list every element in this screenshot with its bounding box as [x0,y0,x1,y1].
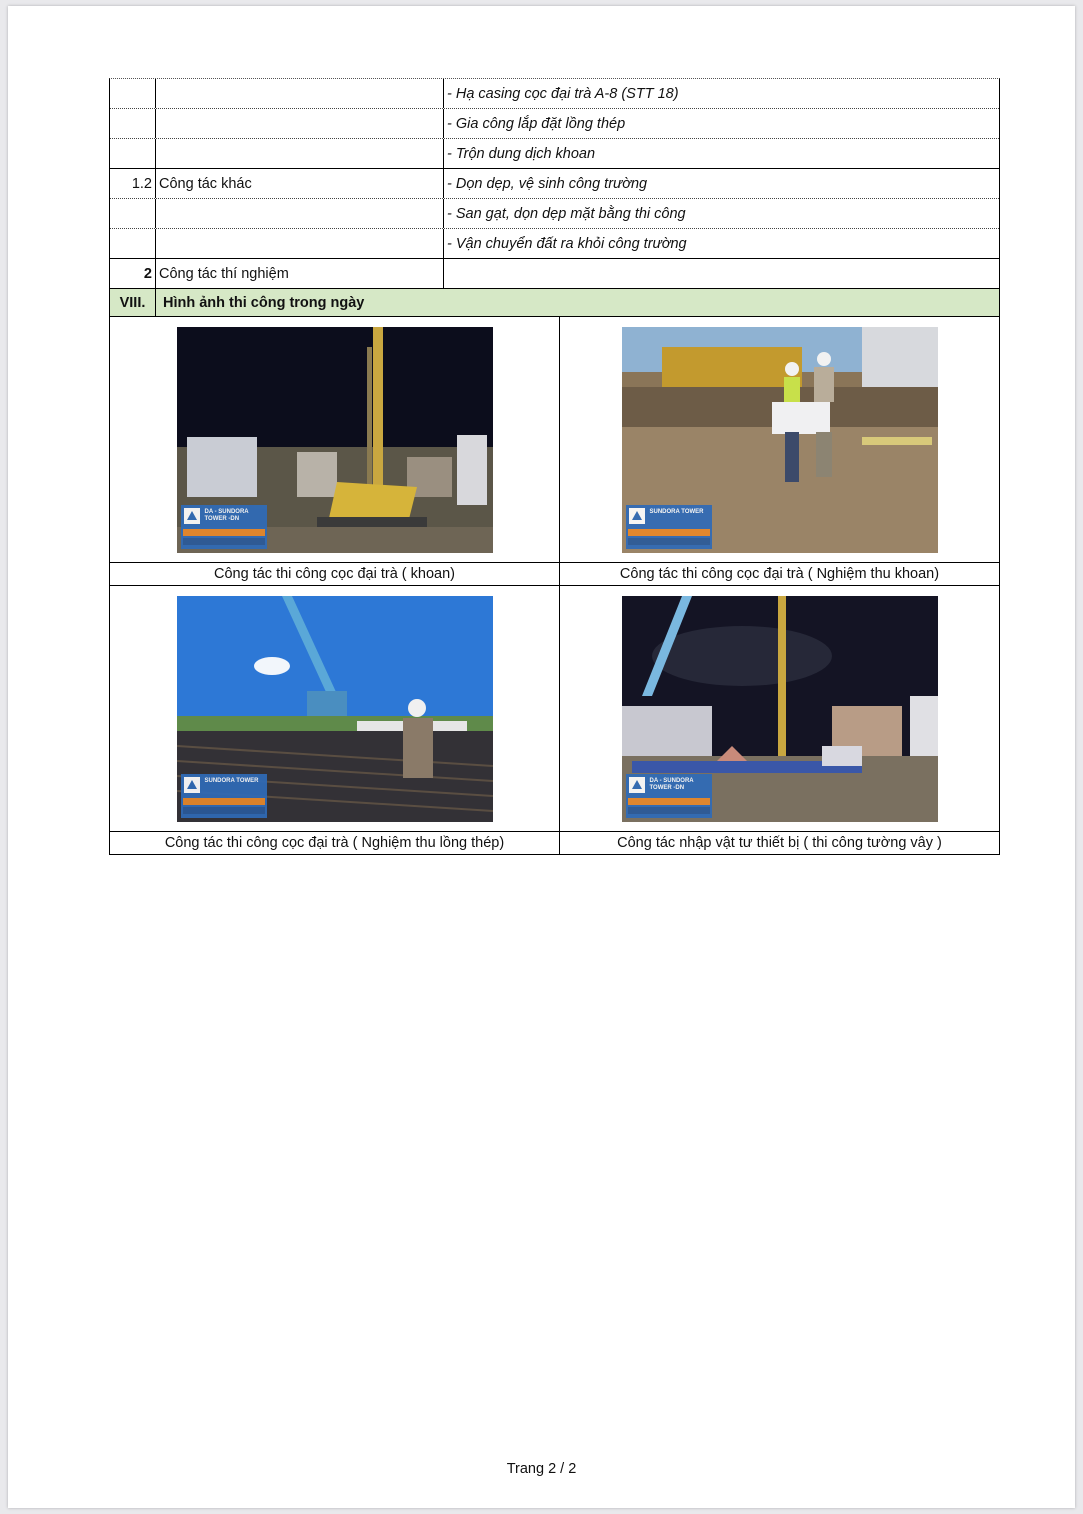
table-row [110,199,999,229]
table-row [110,229,999,259]
row-number [110,79,156,108]
row-number-bold: 2 [143,265,152,282]
row-item: Công tác thí nghiệm [156,259,444,288]
row-item [156,199,444,228]
photo-stamp [181,774,267,818]
page-number: Trang 2 / 2 [506,1461,577,1477]
photo-night-drilling-rig [177,327,493,553]
row-number [110,259,156,288]
stamp-bar [183,807,265,814]
document-page [8,6,1075,1508]
row-item: Công tác khác [156,169,444,198]
row-number [110,139,156,168]
row-number [110,229,156,258]
row-item [156,79,444,108]
row-detail: - Gia công lắp đặt lồng thép [447,115,626,132]
photo-workers-inspection [622,327,938,553]
stamp-bar [183,538,265,545]
photo-caption: Công tác thi công cọc đại trà ( Nghiệm thu khoan) [619,566,940,582]
photo-cell [560,317,999,562]
photo-stamp [181,505,267,549]
section-title: Hình ảnh thi công trong ngày [163,294,365,311]
company-logo [184,777,200,793]
stamp-label: SUNDORA TOWER [204,777,259,784]
photo-row [110,586,999,832]
row-detail: - Hạ casing cọc đại trà A-8 (STT 18) [447,85,679,102]
photo-caption: Công tác thi công cọc đại trà ( khoan) [110,563,560,585]
stamp-label: SUNDORA TOWER [649,508,704,515]
photo-night-truck-delivery [622,596,938,822]
row-detail [444,259,999,288]
stamp-bar [628,798,710,805]
row-detail: - Vận chuyển đất ra khỏi công trường [447,235,687,252]
report-table [109,78,1000,855]
table-row [110,79,999,109]
row-detail: - Trộn dung dịch khoan [447,145,596,162]
row-number [110,199,156,228]
photo-stamp [626,774,712,818]
row-item [156,109,444,138]
row-detail: - Dọn dẹp, vệ sinh công trường [447,175,648,192]
stamp-bar [628,529,710,536]
table-row [110,109,999,139]
table-row [110,139,999,169]
stamp-bar [183,798,265,805]
stamp-bar [183,529,265,536]
stamp-bar [628,538,710,545]
row-item [156,139,444,168]
photo-caption: Công tác thi công cọc đại trà ( Nghiệm thu lồng thép) [110,832,560,854]
table-row [110,259,999,289]
section-header [110,289,999,317]
stamp-label: DA - SUNDORA TOWER -DN [204,508,249,522]
photo-cell [110,586,560,831]
stamp-bar [628,807,710,814]
company-logo [184,508,200,524]
caption-row [110,832,999,854]
photo-caption: Công tác nhập vật tư thiết bị ( thi công tường vây ) [617,835,942,851]
company-logo [629,777,645,793]
photo-cell [560,586,999,831]
stamp-label: DA - SUNDORA TOWER -DN [649,777,694,791]
row-number [110,109,156,138]
row-number: 1.2 [110,169,156,198]
section-number: VIII. [110,289,156,316]
row-item [156,229,444,258]
company-logo [629,508,645,524]
photo-row [110,317,999,563]
caption-row [110,563,999,586]
table-row [110,169,999,199]
row-detail: - San gạt, dọn dẹp mặt bằng thi công [447,205,686,222]
photo-cell [110,317,560,562]
photo-rebar-cage-crane [177,596,493,822]
photo-stamp [626,505,712,549]
